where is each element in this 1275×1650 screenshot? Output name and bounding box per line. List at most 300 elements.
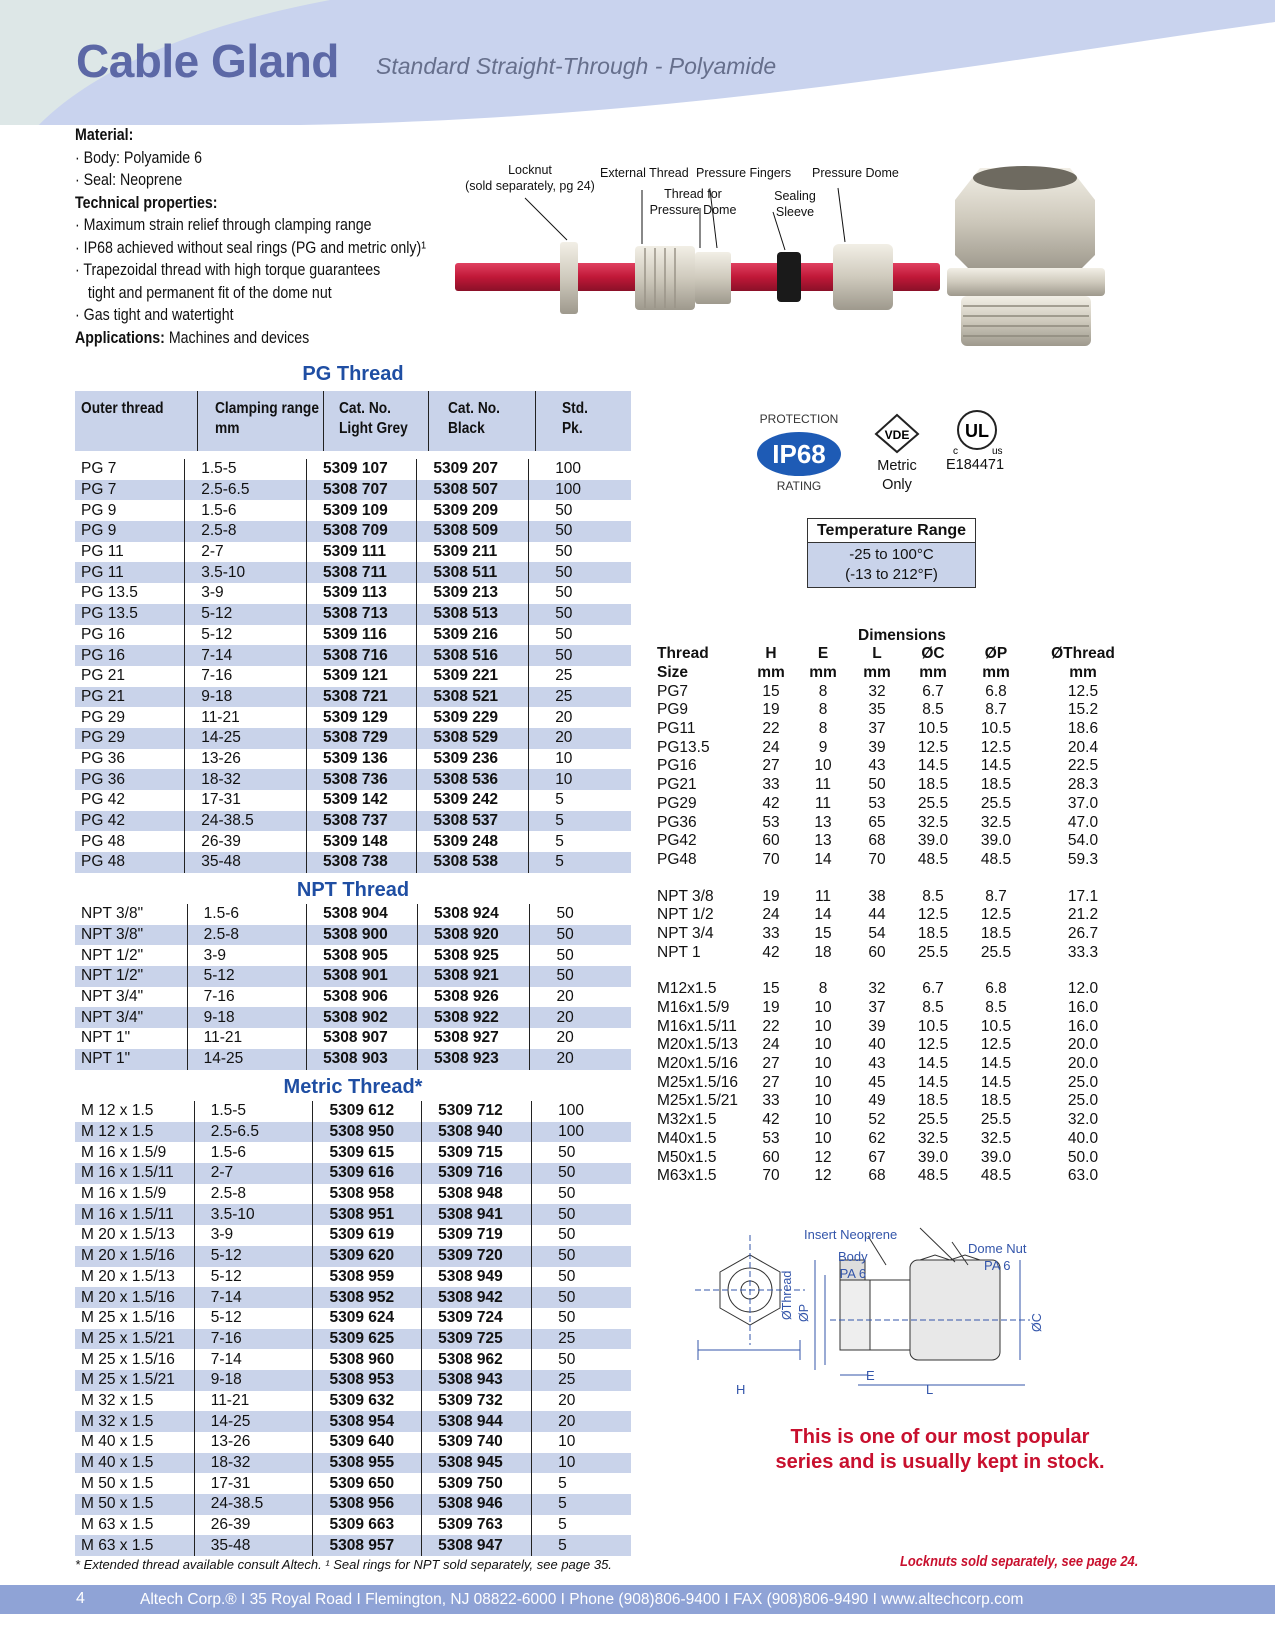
table-cell: 16.0 — [1067, 999, 1099, 1017]
table-row — [75, 1142, 631, 1163]
table-cell: 7-14 — [194, 1349, 313, 1370]
vde-icon — [872, 412, 922, 454]
pg-thread-title: PG Thread — [302, 363, 404, 385]
table-cell: 2.5-6.5 — [194, 1122, 313, 1143]
page-subtitle: Standard Straight-Through - Polyamide — [376, 53, 777, 79]
table-cell: PG 42 — [75, 811, 185, 832]
table-cell: 5308 941 — [422, 1204, 532, 1225]
table-cell: 5309 720 — [422, 1246, 532, 1267]
table-cell: 10 — [814, 1092, 832, 1110]
table-row — [657, 757, 1135, 776]
catalog-table-header — [75, 391, 631, 451]
table-cell: 15 — [814, 924, 832, 942]
table-cell: 2.5-6.5 — [185, 480, 307, 501]
table-cell: 27 — [762, 757, 780, 775]
table-cell: 8.5 — [922, 999, 944, 1017]
table-cell: 10.5 — [980, 1017, 1012, 1035]
table-cell: 5-12 — [194, 1246, 313, 1267]
label-dome-nut: Dome Nut PA 6 — [968, 1241, 1027, 1273]
table-row — [75, 811, 631, 832]
table-cell: 48.5 — [980, 850, 1012, 868]
table-row — [657, 887, 1135, 906]
table-cell: 25.5 — [917, 943, 949, 961]
table-cell: 5308 923 — [418, 1049, 530, 1070]
table-cell: 100 — [558, 1102, 584, 1120]
table-row — [75, 904, 631, 925]
table-cell: 20 — [555, 708, 573, 726]
table-cell: 20 — [530, 1049, 631, 1070]
table-cell: 5309 216 — [417, 625, 529, 646]
table-cell: 48.5 — [980, 1167, 1012, 1185]
table-cell: 11 — [814, 887, 832, 905]
table-cell: 32.5 — [917, 813, 949, 831]
table-cell: 14.5 — [980, 1073, 1012, 1091]
table-row — [657, 1036, 1135, 1055]
table-cell: M 32 x 1.5 — [75, 1411, 194, 1432]
table-cell: 20.0 — [1067, 1055, 1099, 1073]
table-cell: 100 — [529, 480, 631, 501]
table-cell: 5309 719 — [422, 1225, 532, 1246]
table-cell: 8 — [818, 720, 828, 738]
table-cell: 9-18 — [187, 1007, 306, 1028]
table-cell: 5309 142 — [307, 790, 417, 811]
table-cell: 12.5 — [917, 906, 949, 924]
table-cell: PG21 — [657, 776, 697, 794]
table-cell: 10 — [814, 1017, 832, 1035]
table-cell: PG 13.5 — [75, 604, 185, 625]
table-cell: 5309 724 — [422, 1308, 532, 1329]
table-cell — [961, 869, 1031, 887]
table-cell: 5309 221 — [417, 666, 529, 687]
table-cell: 39.0 — [980, 1148, 1012, 1166]
table-cell: Size — [657, 664, 689, 682]
table-cell: 5-12 — [187, 966, 306, 987]
table-cell: 11-21 — [185, 707, 307, 728]
table-row — [75, 749, 631, 770]
table-cell: 16.0 — [1067, 1017, 1099, 1035]
table-cell: PG 29 — [75, 728, 185, 749]
table-cell: 9-18 — [194, 1370, 313, 1391]
table-cell: 15 — [762, 980, 780, 998]
table-cell: 18.6 — [1067, 720, 1099, 738]
table-cell: H — [765, 645, 777, 663]
table-cell: 60 — [762, 1148, 780, 1166]
npt-thread-table — [75, 904, 631, 1070]
table-row — [75, 1122, 631, 1143]
table-cell: 33.3 — [1067, 943, 1099, 961]
table-cell: 39 — [868, 1017, 886, 1035]
table-cell: 12.5 — [980, 906, 1012, 924]
table-cell: PG42 — [657, 832, 697, 850]
table-cell: M 50 x 1.5 — [75, 1494, 194, 1515]
table-cell: 13 — [814, 832, 832, 850]
table-row — [657, 720, 1135, 739]
table-cell: 5308 721 — [307, 687, 417, 708]
table-cell: 12.0 — [1067, 980, 1099, 998]
table-cell: 5308 707 — [307, 480, 417, 501]
table-cell: 22.5 — [1067, 757, 1099, 775]
table-cell: 53 — [762, 813, 780, 831]
svg-text:us: us — [992, 446, 1003, 457]
table-cell: 5-12 — [194, 1308, 313, 1329]
table-cell: 5309 625 — [313, 1329, 422, 1350]
table-cell: 10 — [814, 1055, 832, 1073]
table-cell: 63.0 — [1067, 1167, 1099, 1185]
table-cell: 25 — [529, 687, 631, 708]
table-cell: 5309 121 — [307, 666, 417, 687]
table-cell: M 25 x 1.5/16 — [75, 1349, 194, 1370]
table-cell: 5308 516 — [417, 645, 529, 666]
table-cell: M16x1.5/11 — [657, 1017, 737, 1035]
table-cell: 12.5 — [1067, 682, 1099, 700]
table-cell: 5308 949 — [422, 1267, 532, 1288]
table-cell: 12.5 — [917, 1036, 949, 1054]
table-cell: 8 — [818, 682, 828, 700]
table-cell: PG16 — [657, 757, 697, 775]
table-cell: 10 — [529, 769, 631, 790]
table-row — [75, 769, 631, 790]
table-cell: 7-16 — [187, 987, 306, 1008]
table-cell: 54 — [868, 924, 886, 942]
table-cell: 5309 619 — [313, 1225, 422, 1246]
table-cell: 5308 901 — [307, 966, 418, 987]
table-cell: 50 — [558, 1267, 576, 1285]
table-cell: M 25 x 1.5/21 — [75, 1329, 194, 1350]
table-cell: 5308 513 — [417, 604, 529, 625]
table-row — [75, 1007, 631, 1028]
table-cell: 14 — [814, 850, 832, 868]
callout-thread-for-dome: Thread for Pressure Dome — [649, 187, 737, 217]
tech-item: · Trapezoidal thread with high torque guarantees — [75, 261, 381, 279]
table-cell: M25x1.5/16 — [657, 1073, 738, 1091]
table-cell: 13-26 — [194, 1432, 313, 1453]
table-cell: PG 7 — [75, 480, 185, 501]
table-cell: 5-12 — [185, 625, 307, 646]
table-cell: 5309 109 — [307, 500, 417, 521]
label-c: ØC — [1030, 1313, 1044, 1332]
table-cell: 50 — [532, 1287, 631, 1308]
table-cell: 17-31 — [194, 1473, 313, 1494]
table-cell: 18.5 — [980, 924, 1012, 942]
npt-thread-title: NPT Thread — [296, 879, 410, 901]
table-cell: 5308 736 — [307, 769, 417, 790]
table-row — [75, 1411, 631, 1432]
table-cell: 27 — [762, 1073, 780, 1091]
table-cell: 48.5 — [917, 1167, 949, 1185]
table-cell: 10 — [532, 1453, 631, 1474]
table-cell — [657, 962, 745, 980]
table-cell: 50 — [556, 946, 574, 964]
table-cell — [745, 869, 797, 887]
table-cell: PG9 — [657, 701, 689, 719]
table-cell: M 50 x 1.5 — [75, 1473, 194, 1494]
header-outer-thread: Outer thread — [81, 400, 164, 417]
table-cell: 3-9 — [187, 945, 306, 966]
table-cell: M 12 x 1.5 — [75, 1122, 194, 1143]
header-cat-black: Cat. No. Black — [448, 400, 500, 437]
table-cell: 40 — [868, 1036, 886, 1054]
table-cell: 50 — [530, 966, 631, 987]
table-cell: PG 16 — [75, 645, 185, 666]
table-cell: 32 — [868, 682, 886, 700]
tech-item: tight and permanent fit of the dome nut — [87, 283, 332, 302]
table-cell: PG 42 — [75, 790, 185, 811]
table-cell: 10 — [814, 1073, 832, 1091]
table-cell: 39 — [868, 738, 886, 756]
table-cell: 5308 922 — [418, 1007, 530, 1028]
table-cell: 5308 920 — [418, 925, 530, 946]
table-cell: PG7 — [657, 682, 689, 700]
table-cell: 6.8 — [985, 980, 1007, 998]
table-cell: 5309 615 — [313, 1142, 422, 1163]
table-cell: 14.5 — [917, 1055, 949, 1073]
table-row — [657, 795, 1135, 814]
table-cell: 5309 750 — [422, 1473, 532, 1494]
table-cell: 5308 536 — [417, 769, 529, 790]
table-row — [75, 1329, 631, 1350]
label-p: ØP — [797, 1303, 811, 1322]
table-cell: 10 — [814, 1036, 832, 1054]
table-cell: 5309 624 — [313, 1308, 422, 1329]
table-cell — [849, 962, 905, 980]
table-cell — [905, 962, 961, 980]
table-cell: 5308 955 — [313, 1453, 422, 1474]
table-row — [75, 1246, 631, 1267]
table-cell: M20x1.5/13 — [657, 1036, 738, 1054]
material-item: · Seal: Neoprene — [75, 171, 183, 189]
table-cell: 5309 616 — [313, 1163, 422, 1184]
table-cell: 50 — [555, 584, 573, 602]
table-cell — [1031, 869, 1135, 887]
table-cell: 39.0 — [980, 832, 1012, 850]
table-cell: ØP — [984, 645, 1008, 663]
table-row — [657, 999, 1135, 1018]
table-cell: NPT 3/8" — [75, 904, 187, 925]
table-cell: M 20 x 1.5/13 — [75, 1225, 194, 1246]
table-cell: 65 — [868, 813, 886, 831]
table-cell: NPT 1/2" — [75, 945, 187, 966]
table-cell: Thread — [657, 645, 709, 663]
table-cell: 5308 738 — [307, 852, 417, 873]
table-cell: 1.5-6 — [187, 904, 306, 925]
temperature-range-box — [807, 518, 976, 588]
table-cell: 50 — [558, 1143, 576, 1161]
table-cell: 25 — [532, 1370, 631, 1391]
table-cell: 5309 242 — [417, 790, 529, 811]
table-cell: 5309 111 — [307, 542, 417, 563]
table-cell: 32.5 — [917, 1129, 949, 1147]
table-row — [75, 1515, 631, 1536]
table-cell: 14.5 — [917, 1073, 949, 1091]
table-cell: 25 — [555, 667, 573, 685]
table-cell: 50 — [529, 562, 631, 583]
table-cell: 5308 927 — [418, 1028, 530, 1049]
table-cell: 20 — [556, 988, 574, 1006]
table-row — [75, 459, 631, 480]
table-cell: mm — [809, 664, 837, 682]
table-row — [75, 1308, 631, 1329]
table-cell: 5308 940 — [422, 1122, 532, 1143]
table-cell: NPT 1/2" — [75, 966, 187, 987]
table-cell: 50 — [529, 521, 631, 542]
label-l: L — [926, 1382, 934, 1397]
table-cell: M 20 x 1.5/16 — [75, 1246, 194, 1267]
table-cell: PG 13.5 — [75, 583, 185, 604]
table-cell: 27 — [762, 1055, 780, 1073]
table-cell: 5308 538 — [417, 852, 529, 873]
table-cell: 5308 906 — [307, 987, 418, 1008]
table-cell: 10 — [814, 1111, 832, 1129]
table-cell: 24-38.5 — [185, 811, 307, 832]
table-cell: 8.5 — [922, 887, 944, 905]
table-cell: 5308 509 — [417, 521, 529, 542]
table-cell: 33 — [762, 1092, 780, 1110]
table-cell: 5309 211 — [417, 542, 529, 563]
table-cell: 26-39 — [194, 1515, 313, 1536]
table-cell: 50 — [529, 604, 631, 625]
label-insert-neoprene: Insert Neoprene — [804, 1227, 898, 1242]
table-row — [75, 1535, 631, 1556]
table-cell: 10 — [814, 999, 832, 1017]
header-clamping: Clamping range mm — [215, 400, 319, 437]
table-cell: 50.0 — [1067, 1148, 1099, 1166]
table-cell: 50 — [555, 625, 573, 643]
table-row — [657, 813, 1135, 832]
table-cell: 25.0 — [1067, 1092, 1099, 1110]
table-cell: 26-39 — [185, 831, 307, 852]
table-cell: 5308 905 — [307, 945, 418, 966]
table-cell: 5308 946 — [422, 1494, 532, 1515]
table-cell: 5308 902 — [307, 1007, 418, 1028]
table-cell: 7-16 — [194, 1329, 313, 1350]
table-cell: 42 — [762, 1111, 780, 1129]
table-cell — [905, 869, 961, 887]
table-cell: 70 — [762, 1167, 780, 1185]
table-cell: 8 — [818, 701, 828, 719]
table-cell: 5309 148 — [307, 831, 417, 852]
table-cell: 28.3 — [1067, 776, 1099, 794]
table-cell: 5309 207 — [417, 459, 529, 480]
table-cell: 1.5-5 — [185, 459, 307, 480]
table-cell: 5309 712 — [422, 1101, 532, 1122]
table-row — [657, 776, 1135, 795]
table-cell: PG 11 — [75, 542, 185, 563]
table-cell: 20 — [556, 1029, 574, 1047]
table-cell: 5309 612 — [313, 1101, 422, 1122]
table-cell: 39.0 — [917, 1148, 949, 1166]
table-row — [75, 1101, 631, 1122]
table-row — [657, 1148, 1135, 1167]
table-cell: 5309 229 — [417, 707, 529, 728]
table-row — [75, 625, 631, 646]
table-cell: PG 11 — [75, 562, 185, 583]
table-row — [75, 925, 631, 946]
locknut-note: Locknuts sold separately, see page 24. — [900, 1553, 1139, 1570]
table-row — [657, 1017, 1135, 1036]
table-cell: ØC — [921, 645, 945, 663]
table-row — [657, 962, 1135, 980]
table-cell: 5308 507 — [417, 480, 529, 501]
table-cell: PG13.5 — [657, 738, 710, 756]
tech-item: · Maximum strain relief through clamping range — [75, 216, 372, 234]
metric-thread-table — [75, 1101, 631, 1556]
table-cell: 5309 107 — [307, 459, 417, 480]
table-cell: PG 9 — [75, 500, 185, 521]
callout-pressure-fingers: Pressure Fingers — [696, 166, 792, 180]
table-row — [75, 1349, 631, 1370]
table-cell: 40.0 — [1067, 1129, 1099, 1147]
table-row — [657, 1111, 1135, 1130]
table-cell: 43 — [868, 757, 886, 775]
table-cell: 13-26 — [185, 749, 307, 770]
table-cell: 11 — [814, 776, 832, 794]
svg-text:PROTECTION: PROTECTION — [759, 412, 839, 426]
table-row — [75, 666, 631, 687]
material-label: Material: — [75, 126, 134, 144]
table-cell: 8.5 — [922, 701, 944, 719]
table-cell: PG 36 — [75, 749, 185, 770]
table-cell: 60 — [762, 832, 780, 850]
ul-icon — [950, 408, 1010, 458]
table-cell: 5308 921 — [418, 966, 530, 987]
table-cell: 14.5 — [980, 757, 1012, 775]
callout-locknut: Locknut (sold separately, pg 24) — [465, 163, 595, 193]
table-cell: 24 — [762, 906, 780, 924]
table-cell: 50 — [532, 1163, 631, 1184]
table-cell: 50 — [532, 1204, 631, 1225]
table-row — [75, 790, 631, 811]
table-cell: mm — [919, 664, 947, 682]
table-cell: 5308 960 — [313, 1349, 422, 1370]
table-cell: 17.1 — [1067, 887, 1099, 905]
table-cell: M 16 x 1.5/9 — [75, 1142, 194, 1163]
table-cell: M 25 x 1.5/21 — [75, 1370, 194, 1391]
table-cell: 2.5-8 — [185, 521, 307, 542]
table-cell: 14-25 — [185, 728, 307, 749]
table-cell: 3.5-10 — [185, 562, 307, 583]
table-cell: 53 — [762, 1129, 780, 1147]
table-cell: M 20 x 1.5/13 — [75, 1267, 194, 1288]
table-cell: 26.7 — [1067, 924, 1099, 942]
table-cell: 2-7 — [185, 542, 307, 563]
table-row — [657, 738, 1135, 757]
table-cell: NPT 1/2 — [657, 906, 714, 924]
table-cell: 12 — [814, 1167, 832, 1185]
table-cell: M63x1.5 — [657, 1167, 717, 1185]
table-cell: 10.5 — [980, 720, 1012, 738]
table-cell: 5308 907 — [307, 1028, 418, 1049]
table-cell: 20.0 — [1067, 1036, 1099, 1054]
table-cell: 5308 951 — [313, 1204, 422, 1225]
table-cell: ØThread — [1051, 645, 1115, 663]
table-row — [75, 1049, 631, 1070]
label-h: H — [736, 1382, 746, 1397]
table-cell: 42 — [762, 794, 780, 812]
table-cell: 5309 740 — [422, 1432, 532, 1453]
table-cell: 18.5 — [980, 776, 1012, 794]
table-cell: 20 — [558, 1391, 576, 1409]
table-row — [75, 831, 631, 852]
table-row — [657, 682, 1135, 701]
table-cell: 50 — [558, 1185, 576, 1203]
table-cell: 25 — [532, 1329, 631, 1350]
table-cell: 10 — [558, 1433, 576, 1451]
table-cell: 2.5-8 — [187, 925, 306, 946]
table-cell: 5308 903 — [307, 1049, 418, 1070]
table-row — [75, 966, 631, 987]
table-cell: 2.5-8 — [194, 1184, 313, 1205]
table-cell: 39.0 — [917, 832, 949, 850]
